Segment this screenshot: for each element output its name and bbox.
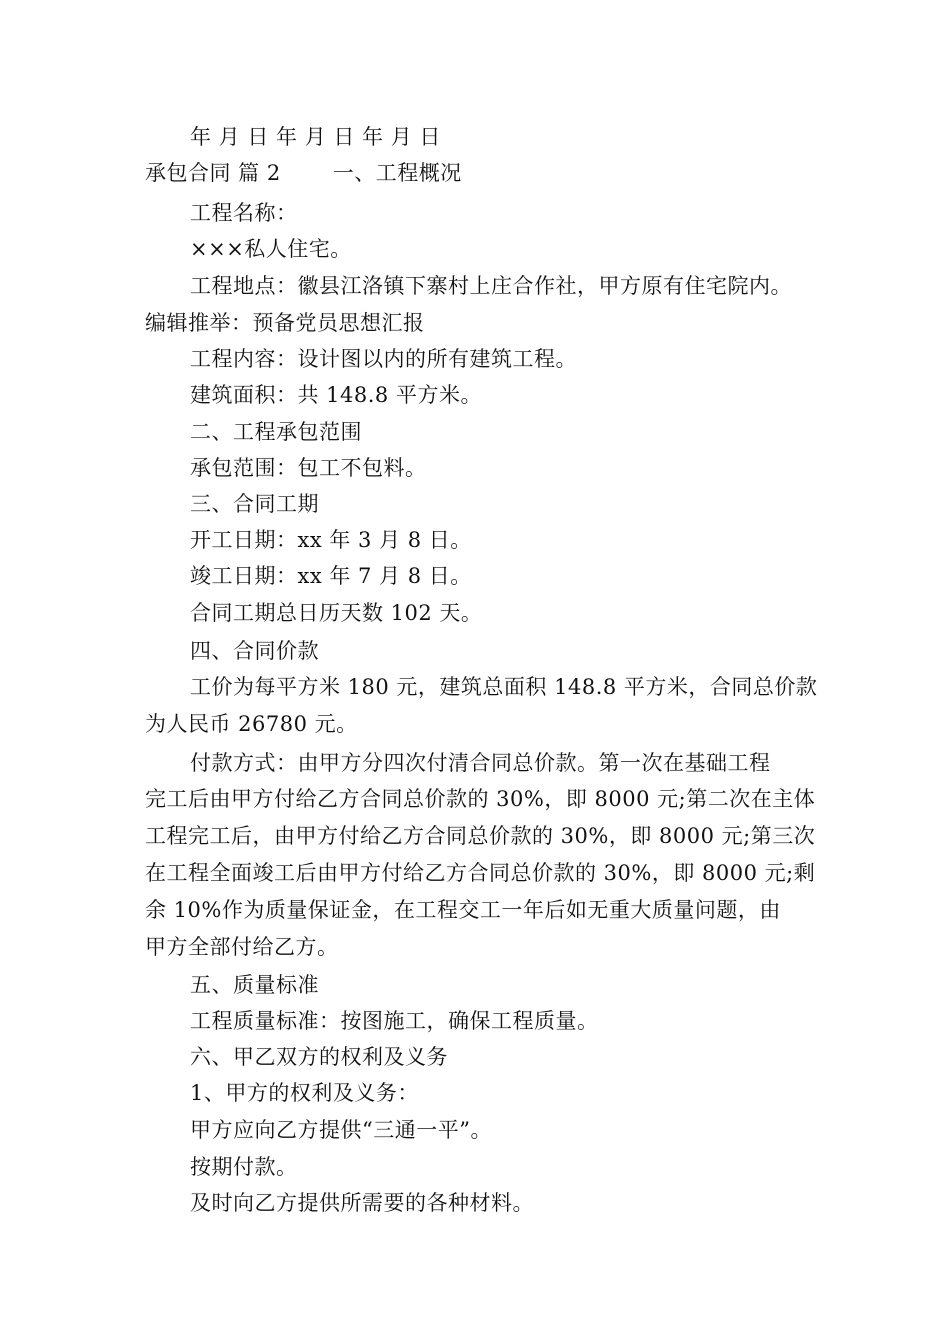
contract-scope: 承包范围：包工不包料。: [190, 456, 427, 480]
contract-title: 承包合同 篇 2: [145, 161, 281, 185]
unit-price-line: 工价为每平方米 180 元，建筑总面积 148.8 平方米，合同总价款: [190, 675, 818, 699]
project-name-label: 工程名称：: [190, 201, 298, 225]
section-heading-quality: 五、质量标准: [190, 973, 319, 997]
section-heading-row: [145, 160, 825, 186]
section-heading-rights: 六、甲乙双方的权利及义务: [190, 1045, 448, 1069]
payment-line-2: 完工后由甲方付给乙方合同总价款的 30%，即 8000 元;第二次在主体: [145, 787, 816, 811]
start-date: 开工日期：xx 年 3 月 8 日。: [190, 528, 472, 552]
payment-line-4: 在工程全面竣工后由甲方付给乙方合同总价款的 30%，即 8000 元;剩: [145, 861, 816, 885]
payment-line-3: 工程完工后，由甲方付给乙方合同总价款的 30%，即 8000 元;第三次: [145, 824, 816, 848]
section-heading-price: 四、合同价款: [190, 639, 319, 663]
date-line: 年 月 日 年 月 日 年 月 日: [190, 125, 441, 149]
party-a-heading: 1、甲方的权利及义务：: [190, 1081, 419, 1105]
payment-line-5: 余 10%作为质量保证金，在工程交工一年后如无重大质量问题，由: [145, 898, 781, 922]
building-area: 建筑面积：共 148.8 平方米。: [190, 383, 482, 407]
payment-line-1: 付款方式：由甲方分四次付清合同总价款。第一次在基础工程: [190, 751, 771, 775]
total-price-line: 为人民币 26780 元。: [145, 712, 358, 736]
quality-standard: 工程质量标准：按图施工，确保工程质量。: [190, 1009, 599, 1033]
completion-date: 竣工日期：xx 年 7 月 8 日。: [190, 564, 472, 588]
payment-line-6: 甲方全部付给乙方。: [145, 935, 339, 959]
party-a-duty-3: 及时向乙方提供所需要的各种材料。: [190, 1191, 534, 1215]
section-heading-overview: 一、工程概况: [332, 161, 462, 185]
total-days: 合同工期总日历天数 102 天。: [190, 601, 483, 625]
party-a-duty-2: 按期付款。: [190, 1155, 298, 1179]
party-a-duty-1: 甲方应向乙方提供“三通一平”。: [190, 1118, 492, 1142]
section-heading-scope: 二、工程承包范围: [190, 420, 362, 444]
editor-recommendation: 编辑推举：预备党员思想汇报: [145, 311, 425, 335]
project-content: 工程内容：设计图以内的所有建筑工程。: [190, 347, 577, 371]
project-name-value: ×××私人住宅。: [190, 237, 352, 261]
section-heading-period: 三、合同工期: [190, 492, 319, 516]
project-location: 工程地点：徽县江洛镇下寨村上庄合作社，甲方原有住宅院内。: [190, 274, 792, 298]
